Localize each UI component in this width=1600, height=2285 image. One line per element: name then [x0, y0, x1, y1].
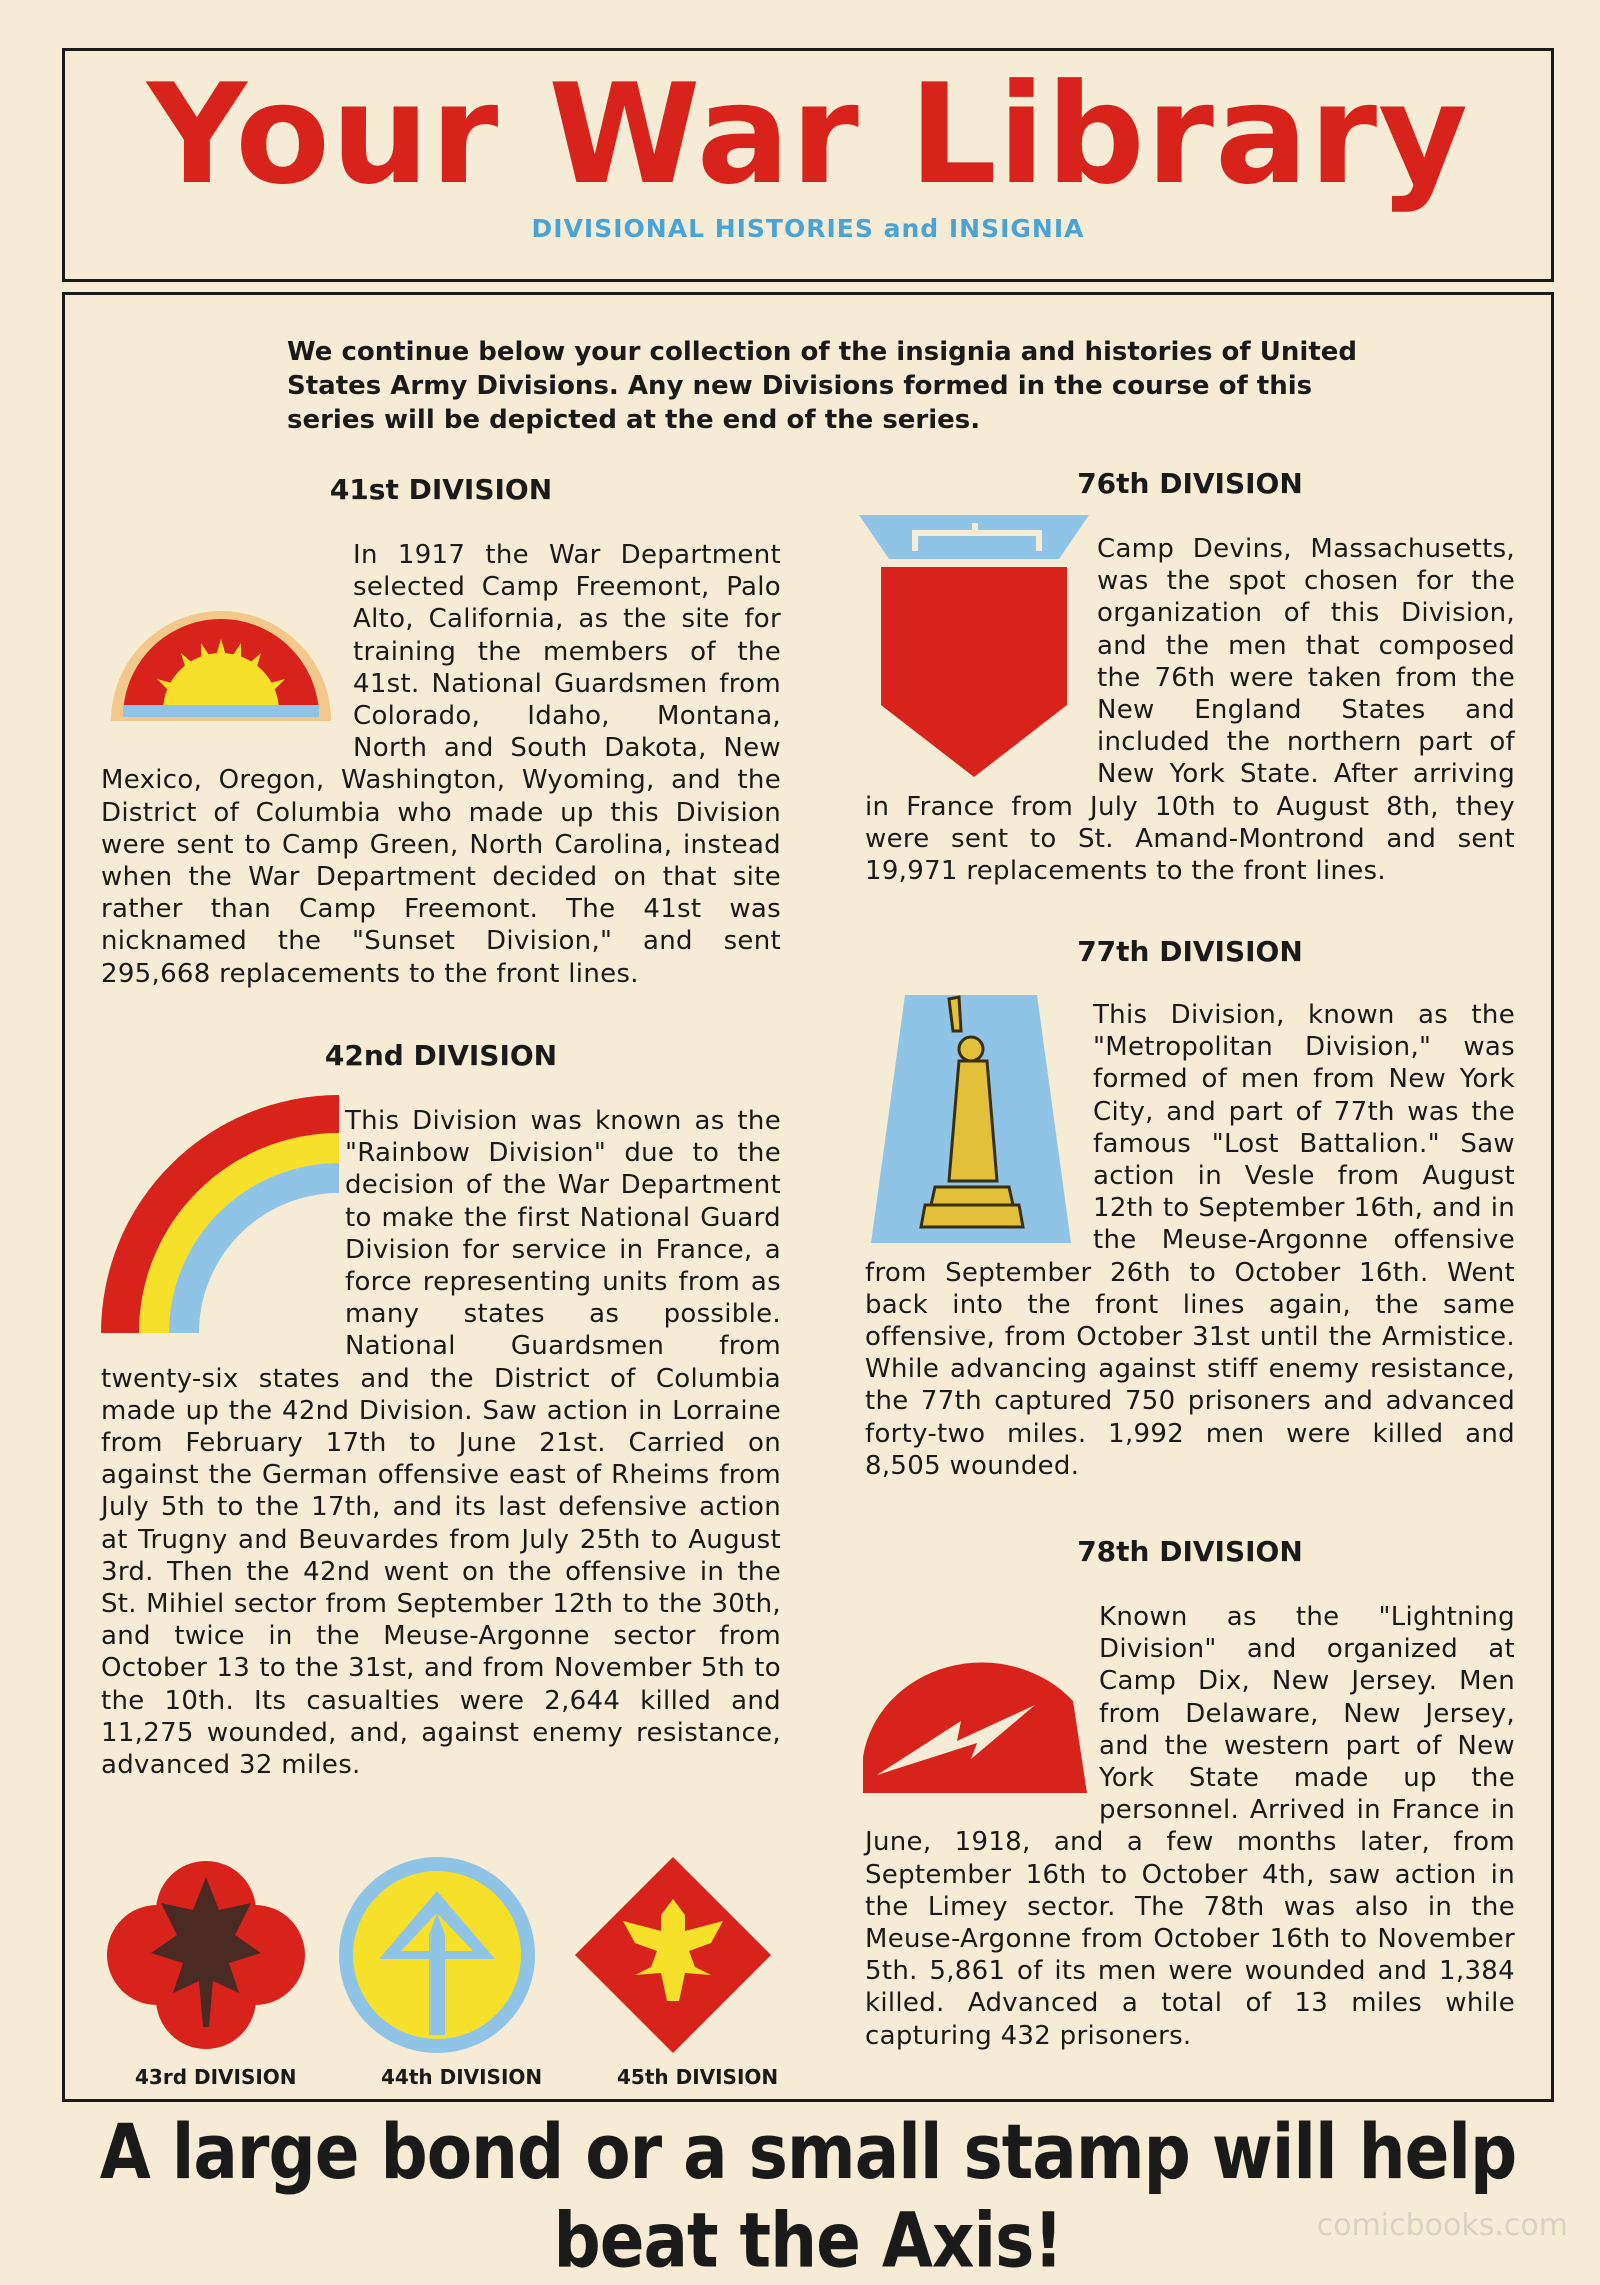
heading-42nd-division: 42nd DIVISION: [324, 1039, 558, 1072]
page-subtitle: DIVISIONAL HISTORIES and INSIGNIA: [531, 213, 1085, 243]
sunset-insignia-icon: [101, 589, 341, 729]
44th-division-insignia-icon: [337, 1855, 537, 2055]
heading-78th-division: 78th DIVISION: [1077, 1535, 1303, 1568]
intro-text: We continue below your collection of the insignia and histories of United States Army Divisions. Any new Divisions formed in the course of this series will be depicted at the end of the series.: [287, 337, 1357, 435]
watermark: comicbooks.com: [1316, 2208, 1568, 2243]
title-box: [62, 48, 1554, 282]
section-76th-division: [865, 533, 1515, 887]
text-42nd-division: This Division was known as the "Rainbow Division" due to the decision of the War Department to make the first National Guard Division for service in France, a force representing units from as many states as possible. National Guardsmen from twenty-six states and the District of Columbia made up the 42nd Division. Saw action in Lorraine from February 17th to June 21st. Carried on against the German offensive east of Rheims from July 5th to the 17th, and its last defensive action at Trugny and Beuvardes from July 25th to August 3rd. Then the 42nd went on the offensive in the St. Mihiel sector from September 12th to the 30th, and twice in the Meuse-Argonne sector from October 13 to the 31st, and from November 5th to the 10th. Its casualties were 2,644 killed and 11,275 wounded, and, against enemy resistance, advanced 32 miles.: [101, 1106, 781, 1781]
section-41st-division: [101, 539, 781, 990]
text-41st-division: In 1917 the War Department selected Camp Freemont, Palo Alto, California, as the site for training the members of the 41st. National Guardsmen from Colorado, Idaho, Montana, North and South Dakota, New Mexico, Oregon, Washington, Wyoming, and the District of Columbia who made up this Division were sent to Camp Green, North Carolina, instead when the War Department decided on that site rather than Camp Freemont. The 41st was nicknamed the "Sunset Division," and sent 295,668 replacements to the front lines.: [101, 540, 781, 989]
rainbow-insignia-icon: [101, 1093, 341, 1333]
page-title: Your War Library: [146, 54, 1470, 215]
content-box: [62, 292, 1554, 2102]
label-44th-division: 44th DIVISION: [381, 2065, 543, 2089]
76th-division-insignia-icon: [859, 509, 1089, 779]
war-bond-slogan: A large bond or a small stamp will help beat the Axis!: [99, 2108, 1517, 2285]
bottom-insignia-row: [95, 1855, 795, 2095]
label-43rd-division: 43rd DIVISION: [135, 2065, 297, 2089]
text-78th-division: Known as the "Lightning Division" and organized at Camp Dix, New Jersey. Men from Delaware, New Jersey, and the western part of New York State made up the personnel. Arrived in France in June, 1918, and a few months later, from September 16th to October 4th, saw action in the Limey sector. The 78th was also in the Meuse-Argonne from October 16th to November 5th. 5,861 of its men were wounded and 1,384 killed. Advanced a total of 13 miles while capturing 432 prisoners.: [865, 1602, 1515, 2051]
lightning-insignia-icon: [859, 1647, 1091, 1797]
45th-division-insignia-icon: [573, 1855, 773, 2055]
section-78th-division: [865, 1601, 1515, 2052]
statue-of-liberty-insignia-icon: [865, 991, 1085, 1251]
heading-41st-division: 41st DIVISION: [329, 473, 553, 506]
heading-76th-division: 76th DIVISION: [1077, 467, 1303, 500]
text-76th-division: Camp Devins, Massachusetts, was the spot chosen for the organization of this Division, and the men that composed the 76th were taken from the New England States and included the northern part of New York State. After arriving in France from July 10th to August 8th, they were sent to St. Amand-Montrond and sent 19,971 replacements to the front lines.: [865, 534, 1515, 887]
heading-77th-division: 77th DIVISION: [1077, 935, 1303, 968]
label-45th-division: 45th DIVISION: [617, 2065, 779, 2089]
section-42nd-division: [101, 1105, 781, 1781]
43rd-division-insignia-icon: [101, 1855, 311, 2055]
text-77th-division: This Division, known as the "Metropolitan Division," was formed of men from New York City, and part of 77th was the famous "Lost Battalion." Saw action in Vesle from August 12th to September 16th, and in the Meuse-Argonne offensive from September 26th to October 16th. Went back into the front lines again, the same offensive, from October 31st until the Armistice. While advancing against stiff enemy resistance, the 77th captured 750 prisoners and advanced forty-two miles. 1,992 men were killed and 8,505 wounded.: [865, 1000, 1515, 1481]
section-77th-division: [865, 999, 1515, 1482]
